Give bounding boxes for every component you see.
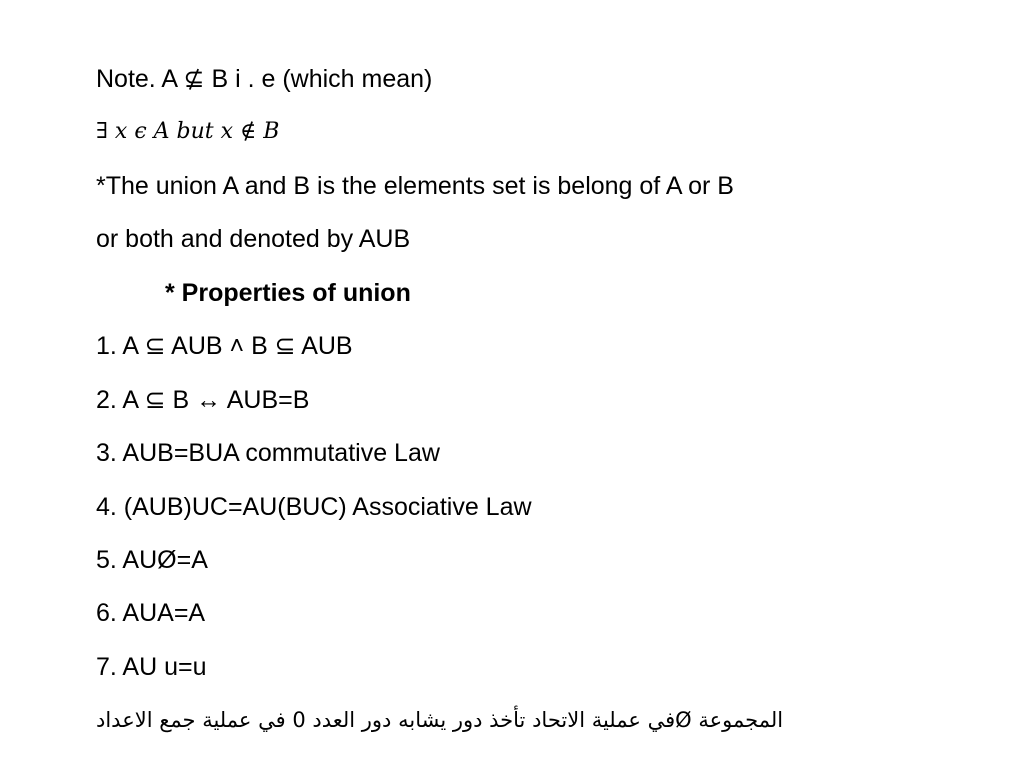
note-line: Note. A ⊈ B i . e (which mean) [96, 65, 433, 93]
union-definition-line-2: or both and denoted by AUB [96, 225, 411, 253]
property-3: 3. AUB=BUA commutative Law [96, 439, 440, 467]
property-4: 4. (AUB)UC=AU(BUC) Associative Law [96, 493, 532, 521]
property-1: 1. A ⊆ AUB ˄ B ⊆ AUB [96, 332, 353, 360]
properties-heading: * Properties of union [165, 279, 411, 307]
union-definition-line-1: *The union A and B is the elements set is belong of A or B [96, 172, 734, 200]
property-7: 7. AU u=u [96, 653, 207, 681]
property-6: 6. AUA=A [96, 599, 206, 627]
math-line: ∃ 𝑥 𝜖 𝐴 𝑏𝑢𝑡 𝑥 ∉ 𝐵 [96, 119, 280, 144]
property-2: 2. A ⊆ B ↔ AUB=B [96, 386, 310, 414]
property-5: 5. AUØ=A [96, 546, 208, 574]
arabic-note: المجموعة Øفي عملية الاتحاد تأخذ دور يشابه دور العدد 0 في عملية جمع الاعداد [96, 708, 784, 732]
